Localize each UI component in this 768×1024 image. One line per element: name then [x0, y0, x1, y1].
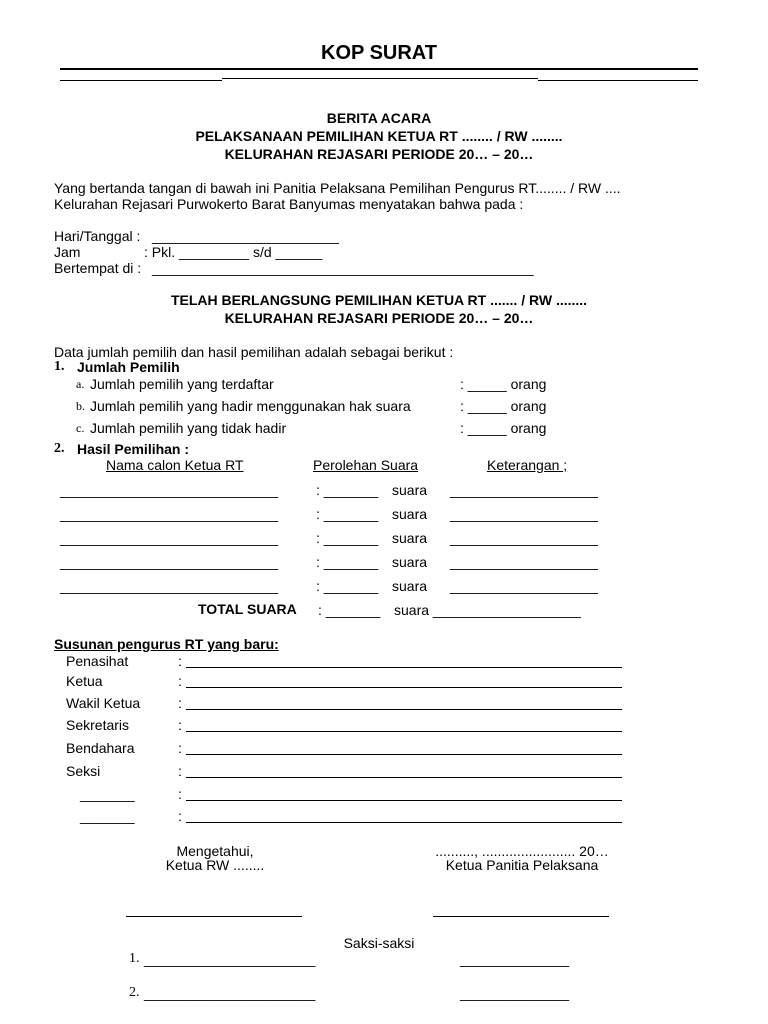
witness-name-field[interactable]: ______________________ — [144, 985, 316, 1001]
signature-left-heading: Mengetahui, — [176, 843, 254, 859]
total-votes-unit[interactable]: suara ___________________ — [394, 602, 581, 618]
board-position-field[interactable] — [186, 709, 622, 710]
signature-right-title: Ketua Panitia Pelaksana — [445, 857, 599, 873]
section-heading: TELAH BERLANGSUNG PEMILIHAN KETUA RT ....... / RW ........ — [170, 292, 588, 308]
witness-number: 2. — [129, 985, 140, 1000]
candidate-votes-field[interactable]: : _______ — [316, 530, 379, 546]
witness-signature-field[interactable]: ______________ — [460, 985, 570, 1001]
board-position-blank[interactable]: _______ — [80, 808, 135, 824]
candidate-votes-unit: suara — [392, 506, 428, 522]
data-intro: Data jumlah pemilih dan hasil pemilihan adalah sebagai berikut : — [54, 344, 454, 360]
board-position-colon: : — [178, 763, 182, 779]
board-position-field[interactable] — [186, 687, 622, 688]
voter-item-letter: b. — [76, 399, 85, 413]
column-header-name: Nama calon Ketua RT — [106, 457, 244, 473]
board-position-field[interactable] — [186, 800, 622, 801]
witness-name-field[interactable]: ______________________ — [144, 951, 316, 967]
signature-line-committee[interactable] — [433, 916, 609, 917]
witness-number: 1. — [129, 951, 140, 966]
board-position-colon: : — [178, 653, 182, 669]
document-subtitle: PELAKSANAAN PEMILIHAN KETUA RT ........ / RW ........ — [195, 128, 563, 144]
letterhead-title: KOP SURAT — [321, 42, 437, 64]
board-position-colon: : — [178, 786, 182, 802]
candidate-name-field[interactable]: ____________________________ — [60, 506, 279, 522]
voters-title: Jumlah Pemilih — [77, 359, 180, 375]
voters-number: 1. — [54, 359, 65, 374]
board-position-colon: : — [178, 717, 182, 733]
signature-right-place-date[interactable]: .........., ........................ 20… — [435, 843, 609, 859]
voter-item-label: Jumlah pemilih yang tidak hadir — [90, 420, 287, 436]
candidate-votes-field[interactable]: : _______ — [316, 506, 379, 522]
candidate-votes-field[interactable]: : _______ — [316, 578, 379, 594]
board-position-colon: : — [178, 695, 182, 711]
voter-item-letter: c. — [76, 421, 85, 435]
section-period: KELURAHAN REJASARI PERIODE 20… – 20… — [224, 310, 534, 326]
letterhead-rule-top — [60, 68, 698, 70]
candidate-notes-field[interactable]: ___________________ — [450, 506, 598, 522]
results-title: Hasil Pemilihan : — [77, 441, 190, 457]
candidate-votes-unit: suara — [392, 482, 428, 498]
time-label: Jam — [54, 244, 81, 260]
board-position-field[interactable] — [186, 731, 622, 732]
board-position-field[interactable] — [186, 754, 622, 755]
candidate-name-field[interactable]: ____________________________ — [60, 554, 279, 570]
board-position-label: Sekretaris — [66, 717, 130, 733]
board-position-field[interactable] — [186, 667, 622, 668]
candidate-notes-field[interactable]: ___________________ — [450, 530, 598, 546]
board-position-blank[interactable]: _______ — [80, 786, 135, 802]
voter-item-label: Jumlah pemilih yang terdaftar — [90, 376, 274, 392]
place-label: Bertempat di : — [54, 260, 142, 276]
total-votes-field[interactable]: : _______ — [318, 602, 381, 618]
board-title: Susunan pengurus RT yang baru: — [54, 636, 279, 652]
column-header-votes: Perolehan Suara — [313, 457, 419, 473]
time-value[interactable]: : Pkl. _________ s/d ______ — [144, 244, 323, 260]
board-position-field[interactable] — [186, 777, 622, 778]
voter-item-label: Jumlah pemilih yang hadir menggunakan hak suara — [90, 398, 411, 414]
board-position-label: Penasihat — [66, 653, 129, 669]
candidate-votes-unit: suara — [392, 578, 428, 594]
voter-item-value[interactable]: : _____ orang — [460, 420, 547, 436]
witnesses-title: Saksi-saksi — [343, 935, 415, 951]
intro-line-1: Yang bertanda tangan di bawah ini Panitia Pelaksana Pemilihan Pengurus RT........ / RW .... — [54, 180, 621, 196]
letterhead-rule-left — [60, 80, 222, 81]
candidate-notes-field[interactable]: ___________________ — [450, 554, 598, 570]
board-position-label: Ketua — [66, 673, 103, 689]
voter-item-value[interactable]: : _____ orang — [460, 376, 547, 392]
voter-item-letter: a. — [76, 377, 85, 391]
document-period: KELURAHAN REJASARI PERIODE 20… – 20… — [224, 146, 534, 162]
candidate-votes-unit: suara — [392, 530, 428, 546]
total-votes-label: TOTAL SUARA — [198, 601, 297, 617]
candidate-notes-field[interactable]: ___________________ — [450, 578, 598, 594]
board-position-label: Seksi — [66, 763, 101, 779]
board-position-colon: : — [178, 808, 182, 824]
board-position-label: Bendahara — [66, 740, 135, 756]
candidate-name-field[interactable]: ____________________________ — [60, 578, 279, 594]
board-position-label: Wakil Ketua — [66, 695, 141, 711]
letterhead-rule-right — [538, 80, 698, 81]
board-position-colon: : — [178, 673, 182, 689]
document-title: BERITA ACARA — [326, 110, 432, 126]
candidate-votes-field[interactable]: : _______ — [316, 554, 379, 570]
candidate-votes-unit: suara — [392, 554, 428, 570]
board-position-field[interactable] — [186, 822, 622, 823]
intro-line-2: Kelurahan Rejasari Purwokerto Barat Banyumas menyatakan bahwa pada : — [54, 196, 524, 212]
candidate-name-field[interactable]: ____________________________ — [60, 482, 279, 498]
candidate-votes-field[interactable]: : _______ — [316, 482, 379, 498]
signature-left-title: Ketua RW ........ — [165, 857, 265, 873]
witness-signature-field[interactable]: ______________ — [460, 951, 570, 967]
day-label: Hari/Tanggal : — [54, 228, 141, 244]
letterhead-rule-middle — [222, 78, 538, 79]
day-value[interactable]: ________________________ — [152, 228, 339, 244]
place-value[interactable]: _________________________________________________ — [152, 260, 534, 276]
voter-item-value[interactable]: : _____ orang — [460, 398, 547, 414]
results-number: 2. — [54, 441, 65, 456]
column-header-notes: Keterangan ; — [487, 457, 568, 473]
candidate-name-field[interactable]: ____________________________ — [60, 530, 279, 546]
signature-line-rw[interactable] — [126, 916, 302, 917]
candidate-notes-field[interactable]: ___________________ — [450, 482, 598, 498]
board-position-colon: : — [178, 740, 182, 756]
